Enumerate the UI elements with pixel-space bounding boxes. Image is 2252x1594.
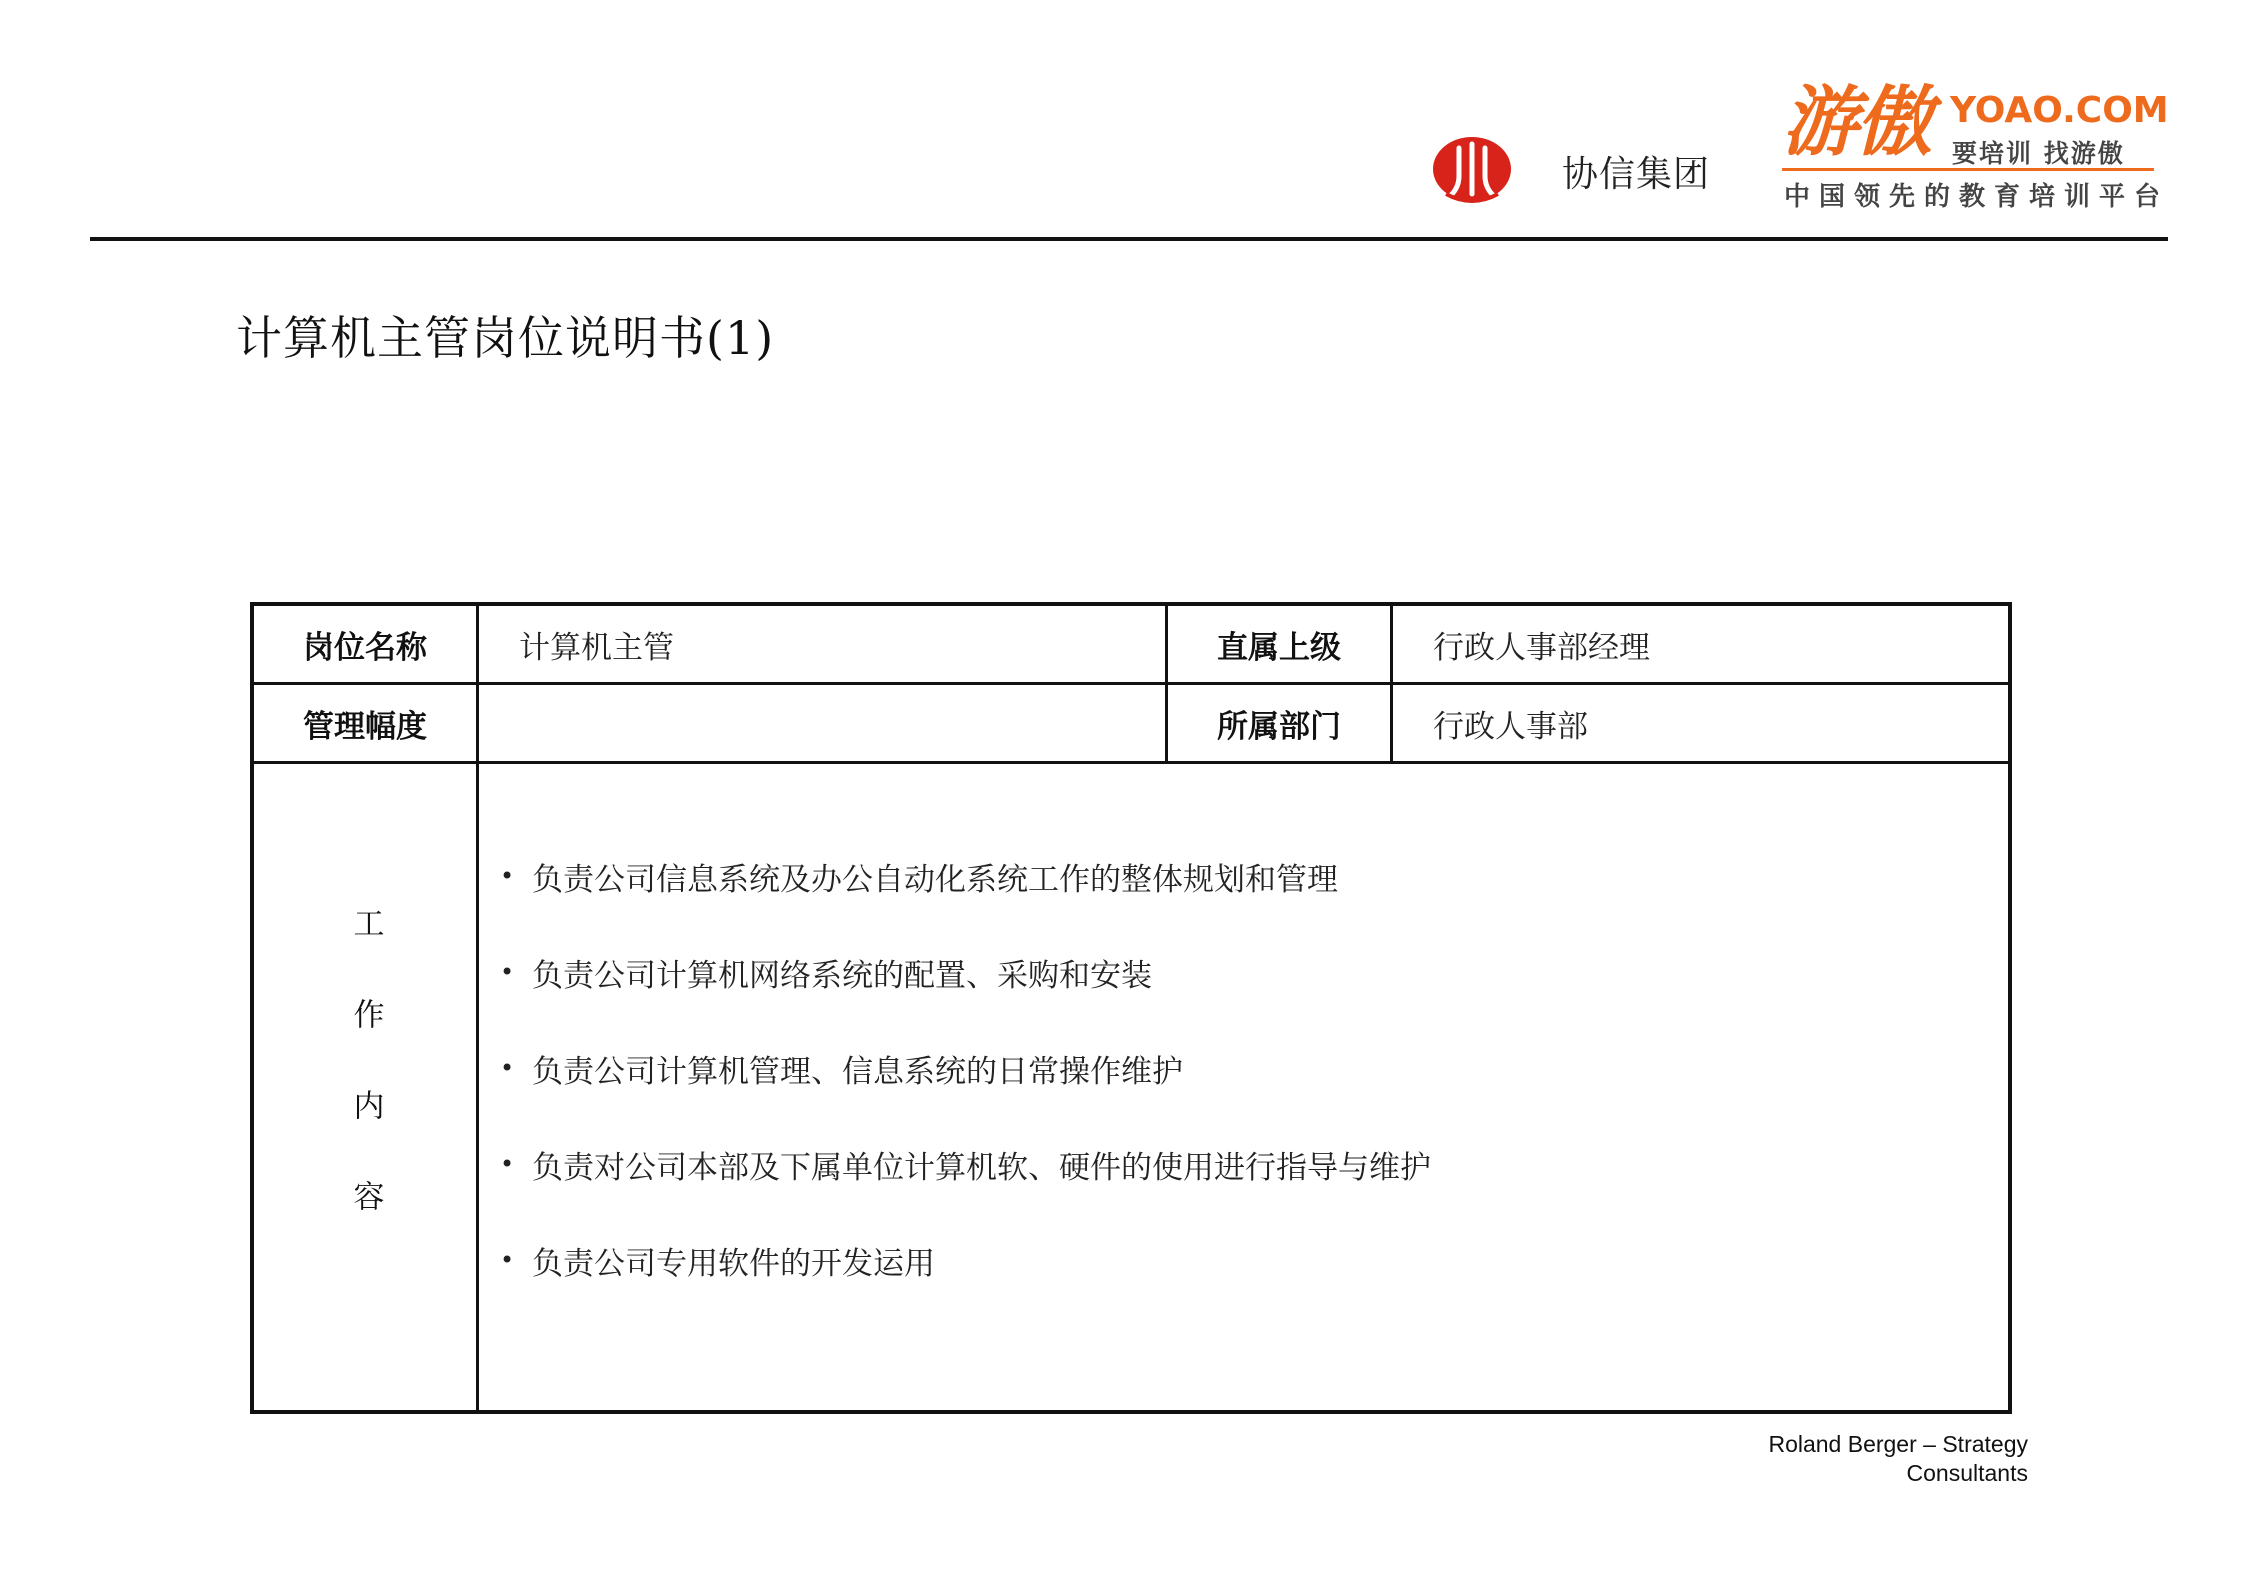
duty-text: 负责公司计算机管理、信息系统的日常操作维护 xyxy=(532,1053,1183,1090)
duties-list xyxy=(478,763,2012,1414)
brand-tagline: 中国领先的教育培训平台 xyxy=(1784,182,2170,212)
duty-text: 负责公司信息系统及办公自动化系统工作的整体规划和管理 xyxy=(532,861,1338,898)
brand-domain: YOAO.COM xyxy=(1950,90,2169,131)
footer-credit-line-1: Roland Berger – Strategy xyxy=(1768,1431,2028,1457)
footer-credit xyxy=(1768,1430,2028,1488)
supervisor-value: 行政人事部经理 xyxy=(1433,629,1650,666)
brand-logo xyxy=(1782,77,2170,212)
brand-divider xyxy=(1782,168,2154,171)
duty-text: 负责公司专用软件的开发运用 xyxy=(532,1245,935,1282)
supervisor-label: 直属上级 xyxy=(1217,629,1341,666)
management-scope-value xyxy=(479,685,1165,761)
brand-main-text: 游傲 xyxy=(1782,77,1930,166)
duty-item xyxy=(478,851,1338,901)
job-description-table xyxy=(250,602,2012,1414)
company-logo-icon xyxy=(1432,136,1512,206)
position-name-label: 岗位名称 xyxy=(303,629,427,666)
brand-slogan: 要培训 找游傲 xyxy=(1952,139,2125,168)
footer-credit-line-2: Consultants xyxy=(1906,1460,2028,1486)
duties-label: 工作内容 xyxy=(347,906,384,1271)
bullet-icon: • xyxy=(500,1054,515,1082)
duties-label-cell xyxy=(254,763,478,1414)
bullet-icon: • xyxy=(500,1150,515,1178)
department-label: 所属部门 xyxy=(1217,708,1341,745)
page-title: 计算机主管岗位说明书(1) xyxy=(236,311,775,365)
duty-text: 负责对公司本部及下属单位计算机软、硬件的使用进行指导与维护 xyxy=(532,1149,1431,1186)
department-value: 行政人事部 xyxy=(1433,708,1588,745)
duty-text: 负责公司计算机网络系统的配置、采购和安装 xyxy=(532,957,1152,994)
duty-item xyxy=(478,1139,1431,1189)
position-name-value: 计算机主管 xyxy=(519,629,674,666)
company-name: 协信集团 xyxy=(1562,154,1711,195)
bullet-icon: • xyxy=(500,862,515,890)
header-divider xyxy=(90,237,2168,241)
duty-item xyxy=(478,1235,935,1285)
duty-item xyxy=(478,947,1152,997)
duty-item xyxy=(478,1043,1183,1093)
management-scope-label: 管理幅度 xyxy=(303,708,427,745)
bullet-icon: • xyxy=(500,958,515,986)
bullet-icon: • xyxy=(500,1246,515,1274)
